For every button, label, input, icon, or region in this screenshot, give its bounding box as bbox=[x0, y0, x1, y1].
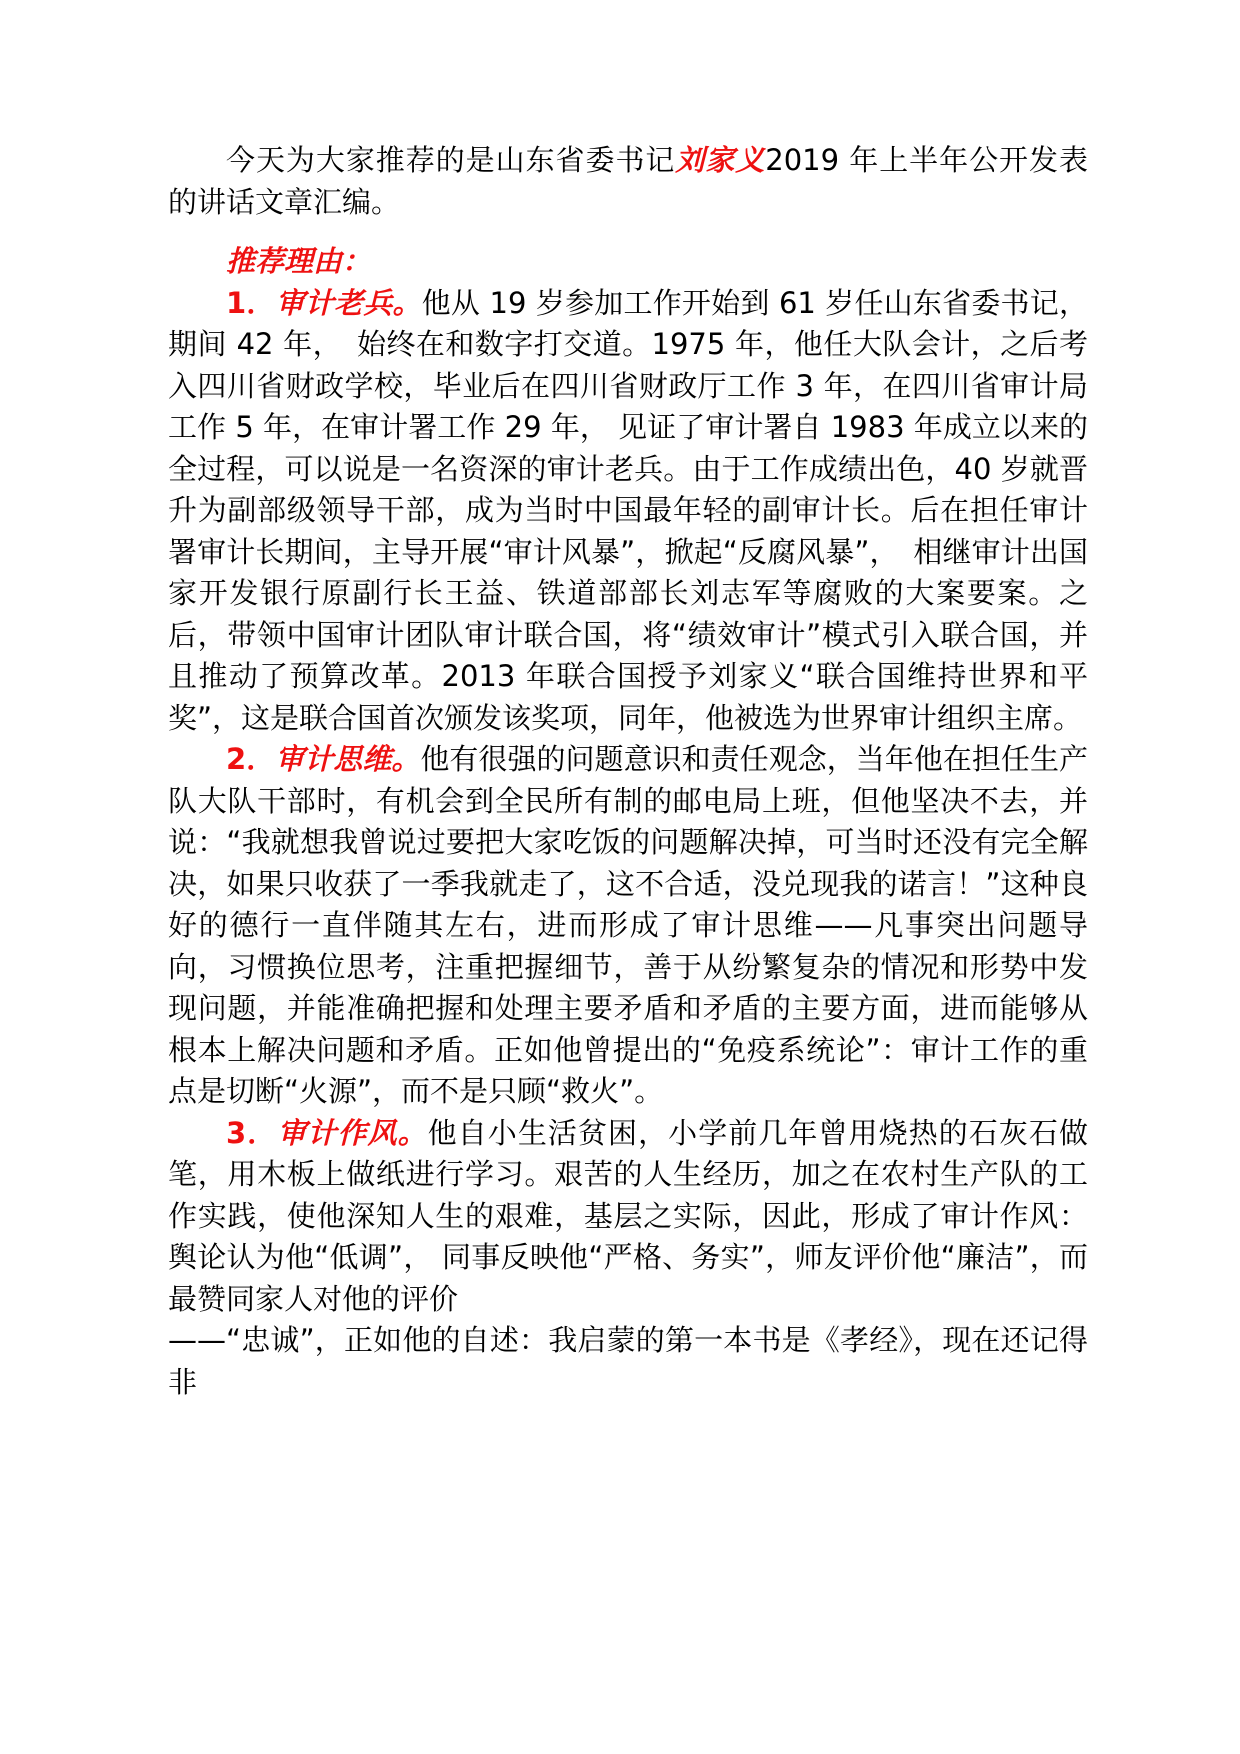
section-3-title: 审计作风。 bbox=[277, 1115, 428, 1150]
section-1-number: 1． bbox=[226, 285, 276, 320]
intro-text-after: 2019 年上半年公开发表的讲话文章汇编。 bbox=[168, 143, 1088, 219]
section-3-body: 他自小生活贫困，小学前几年曾用烧热的石灰石做笔，用木板上做纸进行学习。艰苦的人生经历，加之在农村生产队的工作实践，使他深知人生的艰难，基层之实际，因此，形成了审计作风：舆论认为他“低调”， 同事反映他“严格、务实”，师友评价他“廉洁”，而最赞同家人对他的评价 bbox=[168, 1115, 1088, 1316]
section-1-paragraph bbox=[168, 283, 1088, 740]
document-page bbox=[168, 140, 1088, 1403]
section-3-paragraph bbox=[168, 1113, 1088, 1321]
section-2-number: 2． bbox=[226, 742, 276, 776]
section-3-number: 3． bbox=[226, 1115, 278, 1150]
section-3-continuation: ——“忠诚”，正如他的自述：我启蒙的第一本书是《孝经》，现在还记得非 bbox=[168, 1323, 1088, 1399]
section-2-title: 审计思维。 bbox=[275, 742, 421, 776]
reasons-heading-text: 推荐理由： bbox=[226, 244, 372, 278]
intro-text-before: 今天为大家推荐的是山东省委书记 bbox=[226, 143, 676, 177]
section-2-body: 他有很强的问题意识和责任观念，当年他在担任生产队大队干部时，有机会到全民所有制的邮电局上班，但他坚决不去，并说：“我就想我曾说过要把大家吃饭的问题解决掉，可当时还没有完全解决，如果只收获了一季我就走了，这不合适，没兑现我的诺言！”这种良好的德行一直伴随其左右，进而形成了审计思维——凡事突出问题导向，习惯换位思考，注重把握细节，善于从纷繁复杂的情况和形势中发现问题，并能准确把握和处理主要矛盾和矛盾的主要方面，进而能够从根本上解决问题和矛盾。正如他曾提出的“免疫系统论”：审计工作的重点是切断“火源”，而不是只顾“救火”。 bbox=[168, 742, 1088, 1108]
section-1-title: 审计老兵。 bbox=[275, 285, 422, 320]
highlighted-name: 刘家义 bbox=[675, 143, 766, 177]
reasons-heading bbox=[168, 241, 1088, 283]
section-1-body: 他从 19 岁参加工作开始到 61 岁任山东省委书记，期间 42 年， 始终在和数字打交道。1975 年，他任大队会计，之后考入四川省财政学校，毕业后在四川省财政厅工作 3 年，在四川省审计局工作 5 年，在审计署工作 29 年， 见证了审计署自 1983 年成立以来的全过程，可以说是一名资深的审计老兵。由于工作成绩出色，40 岁就晋升为副部级领导干部，成为当时中国最年轻的副审计长。后在担任审计署审计长期间，主导开展“审计风暴”，掀起“反腐风暴”， 相继审计出国家开发银行原副行长王益、铁道部部长刘志军等腐败的大案要案。之后，带领中国审计团队审计联合国，将“绩效审计”模式引入联合国，并且推动了预算改革。2013 年联合国授予刘家义“联合国维持世界和平奖”，这是联合国首次颁发该奖项，同年，他被选为世界审计组织主席。 bbox=[168, 285, 1088, 735]
intro-paragraph bbox=[168, 140, 1088, 223]
section-2-paragraph bbox=[168, 739, 1088, 1113]
